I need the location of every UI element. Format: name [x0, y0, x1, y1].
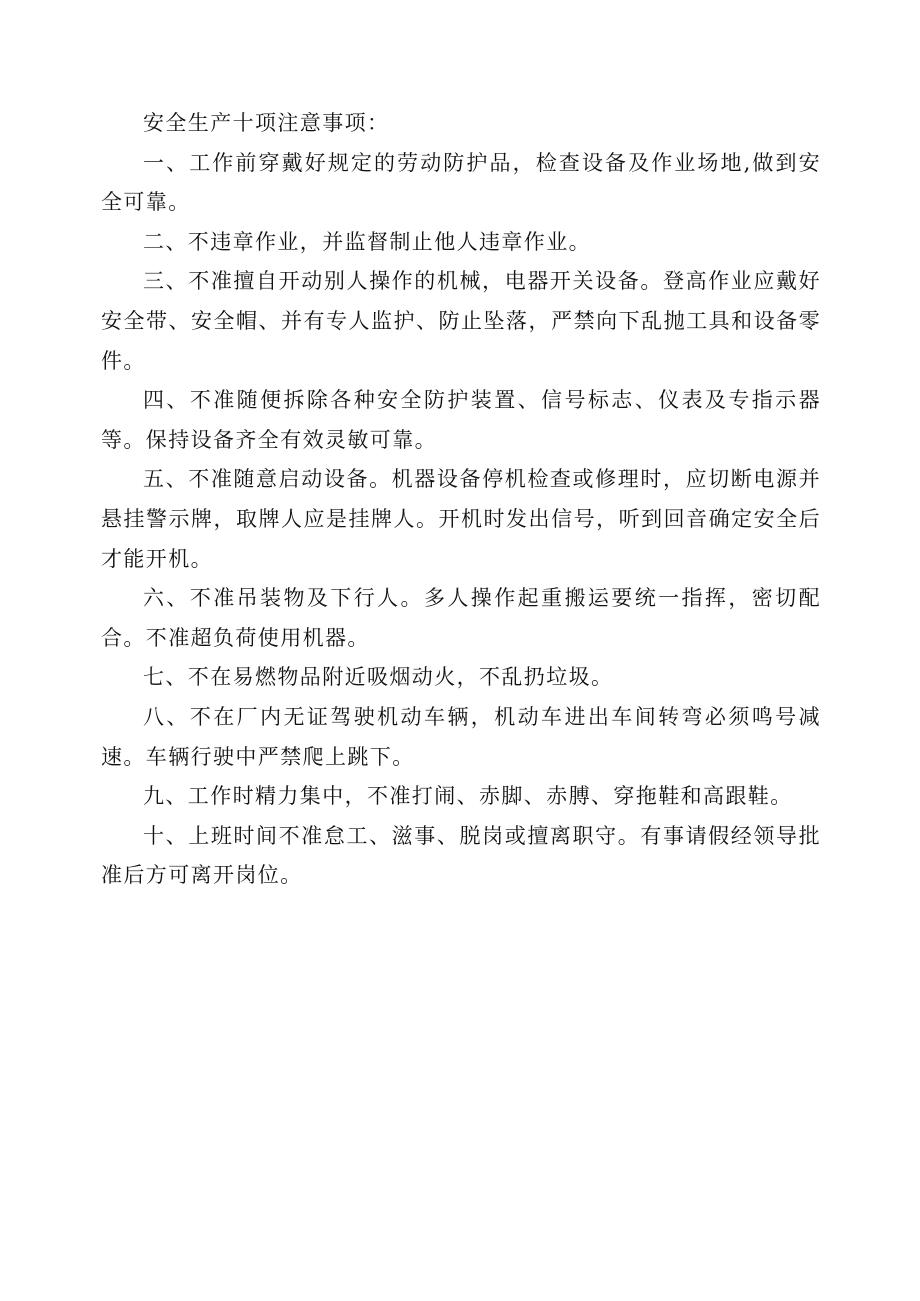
- rule-item-4: 四、不准随便拆除各种安全防护装置、信号标志、仪表及专指示器等。保持设备齐全有效灵敏可靠。: [101, 388, 821, 452]
- document-body: [101, 104, 821, 896]
- rule-item-5: 五、不准随意启动设备。机器设备停机检查或修理时，应切断电源并悬挂警示牌，取牌人应是挂牌人。开机时发出信号，听到回音确定安全后才能开机。: [101, 467, 821, 571]
- rule-item-1: 一、工作前穿戴好规定的劳动防护品，检查设备及作业场地,做到安全可靠。: [101, 150, 821, 215]
- rule-item-8: 八、不在厂内无证驾驶机动车辆，机动车进出车间转弯必须鸣号减速。车辆行驶中严禁爬上跳下。: [101, 704, 821, 769]
- rule-item-10: 十、上班时间不准怠工、滋事、脱岗或擅离职守。有事请假经领导批准后方可离开岗位。: [101, 823, 821, 888]
- rule-item-7: 七、不在易燃物品附近吸烟动火，不乱扔垃圾。: [143, 665, 614, 690]
- rule-item-3: 三、不准擅自开动别人操作的机械，电器开关设备。登高作业应戴好安全带、安全帽、并有专人监护、防止坠落，严禁向下乱抛工具和设备零件。: [101, 269, 821, 373]
- rule-item-6: 六、不准吊装物及下行人。多人操作起重搬运要统一指挥，密切配合。不准超负荷使用机器。: [101, 586, 821, 650]
- document-heading: 安全生产十项注意事项：: [143, 111, 390, 135]
- rule-item-9: 九、工作时精力集中，不准打闹、赤脚、赤膊、穿拖鞋和高跟鞋。: [143, 784, 793, 809]
- rule-item-2: 二、不违章作业，并监督制止他人违章作业。: [143, 229, 591, 254]
